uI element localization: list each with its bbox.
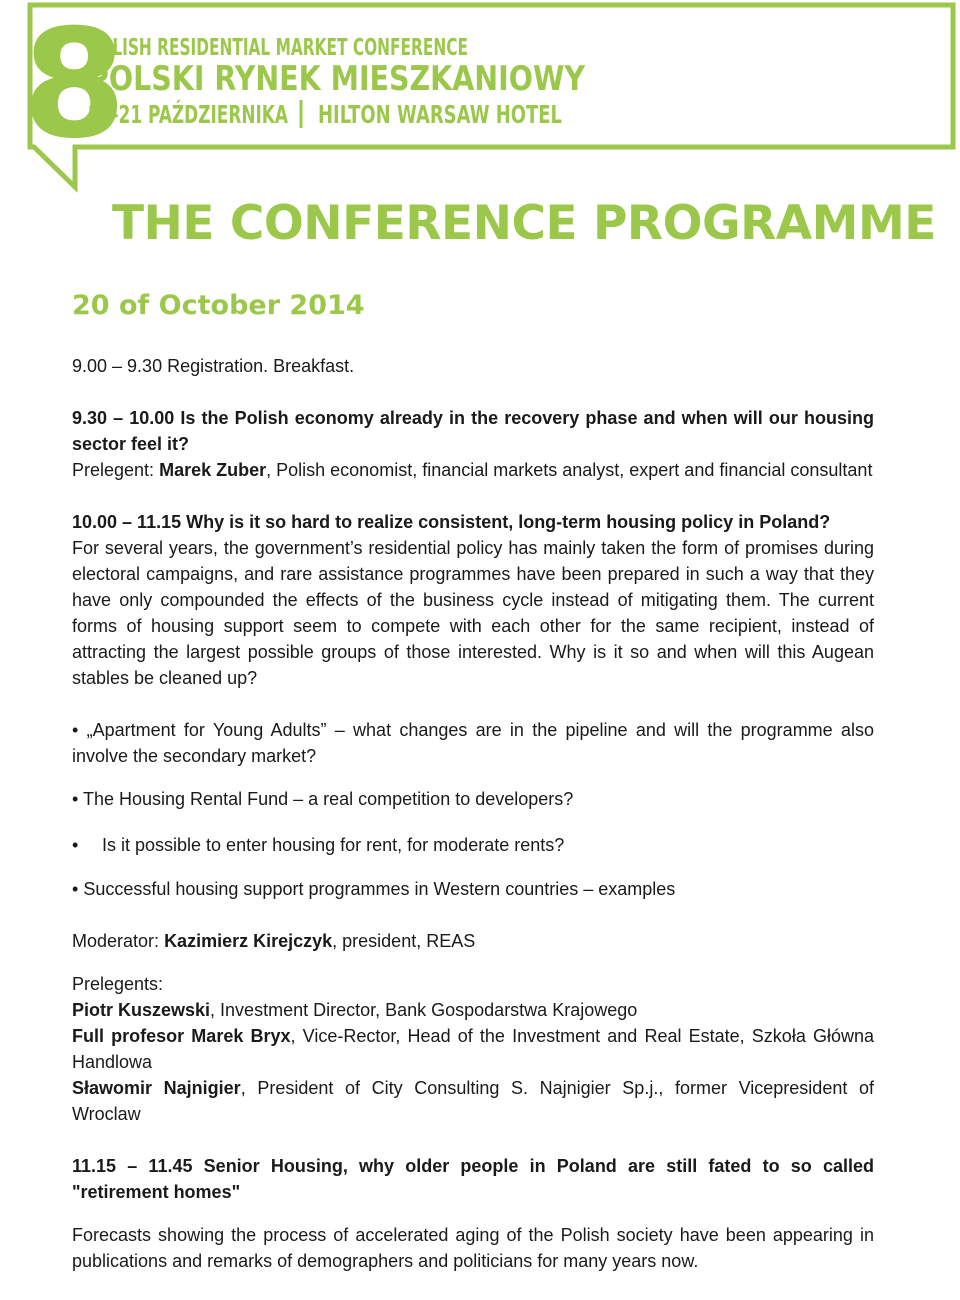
logo-number: 8 <box>22 0 127 172</box>
prelegent-label: Prelegent: <box>72 460 155 480</box>
prelegent-entry: Sławomir Najnigier, President of City Consulting S. Najnigier Sp.j., former Vicepresident of Wroclaw <box>72 1078 874 1124</box>
bullet-icon: • <box>72 720 79 740</box>
session-time: 10.00 – 11.15 <box>72 512 182 532</box>
logo-line-polish: POLSKI RYNEK MIESZKANIOWY <box>88 59 586 99</box>
session-registration: 9.00 – 9.30 Registration. Breakfast. <box>72 356 355 376</box>
bullet-icon: • <box>72 789 79 809</box>
bullet-icon: • <box>72 879 79 899</box>
prelegent-entry: Full profesor Marek Bryx, Vice-Rector, Head of the Investment and Real Estate, Szkoła Główna Handlowa <box>72 1026 875 1072</box>
moderator-label: Moderator: <box>72 931 160 951</box>
logo-line-date: 20-21 PAŹDZIERNIKA <box>88 100 289 129</box>
page-title: THE CONFERENCE PROGRAMME <box>112 196 936 251</box>
session-time: 9.30 – 10.00 <box>72 408 175 428</box>
bullet-item: • The Housing Rental Fund – a real competition to developers? <box>72 786 874 812</box>
prelegent-name: Marek Zuber <box>159 460 267 480</box>
bullet-icon: • <box>72 835 79 855</box>
session-description: For several years, the government’s residential policy has mainly taken the form of promises during electoral campaigns, and rare assistance programmes have been prepared in such a way that they have only compounded the effects of the business cycle instead of mitigating them. The current forms of housing support seem to compete with each other for the same recipient, instead of attracting the largest possible groups of those interested. Why is it so and when will this Augean stables be cleaned up? <box>72 538 874 688</box>
session-title: Why is it so hard to realize consistent, long-term housing policy in Poland? <box>186 512 831 532</box>
conference-logo <box>0 0 960 200</box>
moderator <box>72 928 874 954</box>
moderator-desc: , president, REAS <box>332 931 476 951</box>
session-housing-policy <box>72 509 874 535</box>
moderator-name: Kazimierz Kirejczyk <box>164 931 333 951</box>
session-economy <box>72 405 874 457</box>
prelegent-desc: , Polish economist, financial markets analyst, expert and financial consultant <box>266 460 873 480</box>
bullet-item: • Successful housing support programmes in Western countries – examples <box>72 876 874 902</box>
prelegent-entry: Piotr Kuszewski, Investment Director, Bank Gospodarstwa Krajowego <box>72 1000 638 1020</box>
bullet-item: • Is it possible to enter housing for rent, for moderate rents? <box>72 832 874 858</box>
session-prelegent <box>72 457 874 483</box>
bullet-item: • „Apartment for Young Adults” – what changes are in the pipeline and will the programme also involve the secondary market? <box>72 717 874 769</box>
session-title: Senior Housing, why older people in Poland are still fated to so called "retirement homes" <box>72 1156 874 1202</box>
programme-date: 20 of October 2014 <box>72 290 365 321</box>
session-senior-housing <box>72 1153 874 1205</box>
session-description: Forecasts showing the process of accelerated aging of the Polish society have been appearing in publications and remarks of demographers and politicians for many years now. <box>72 1225 874 1271</box>
logo-line-english: POLISH RESIDENTIAL MARKET CONFERENCE <box>88 35 468 61</box>
logo-line-venue: HILTON WARSAW HOTEL <box>318 100 563 129</box>
prelegents-label: Prelegents: <box>72 974 164 994</box>
programme-content <box>72 353 874 1274</box>
session-title: Is the Polish economy already in the recovery phase and when will our housing sector feel it? <box>72 408 874 454</box>
session-time: 11.15 – 11.45 <box>72 1156 193 1176</box>
